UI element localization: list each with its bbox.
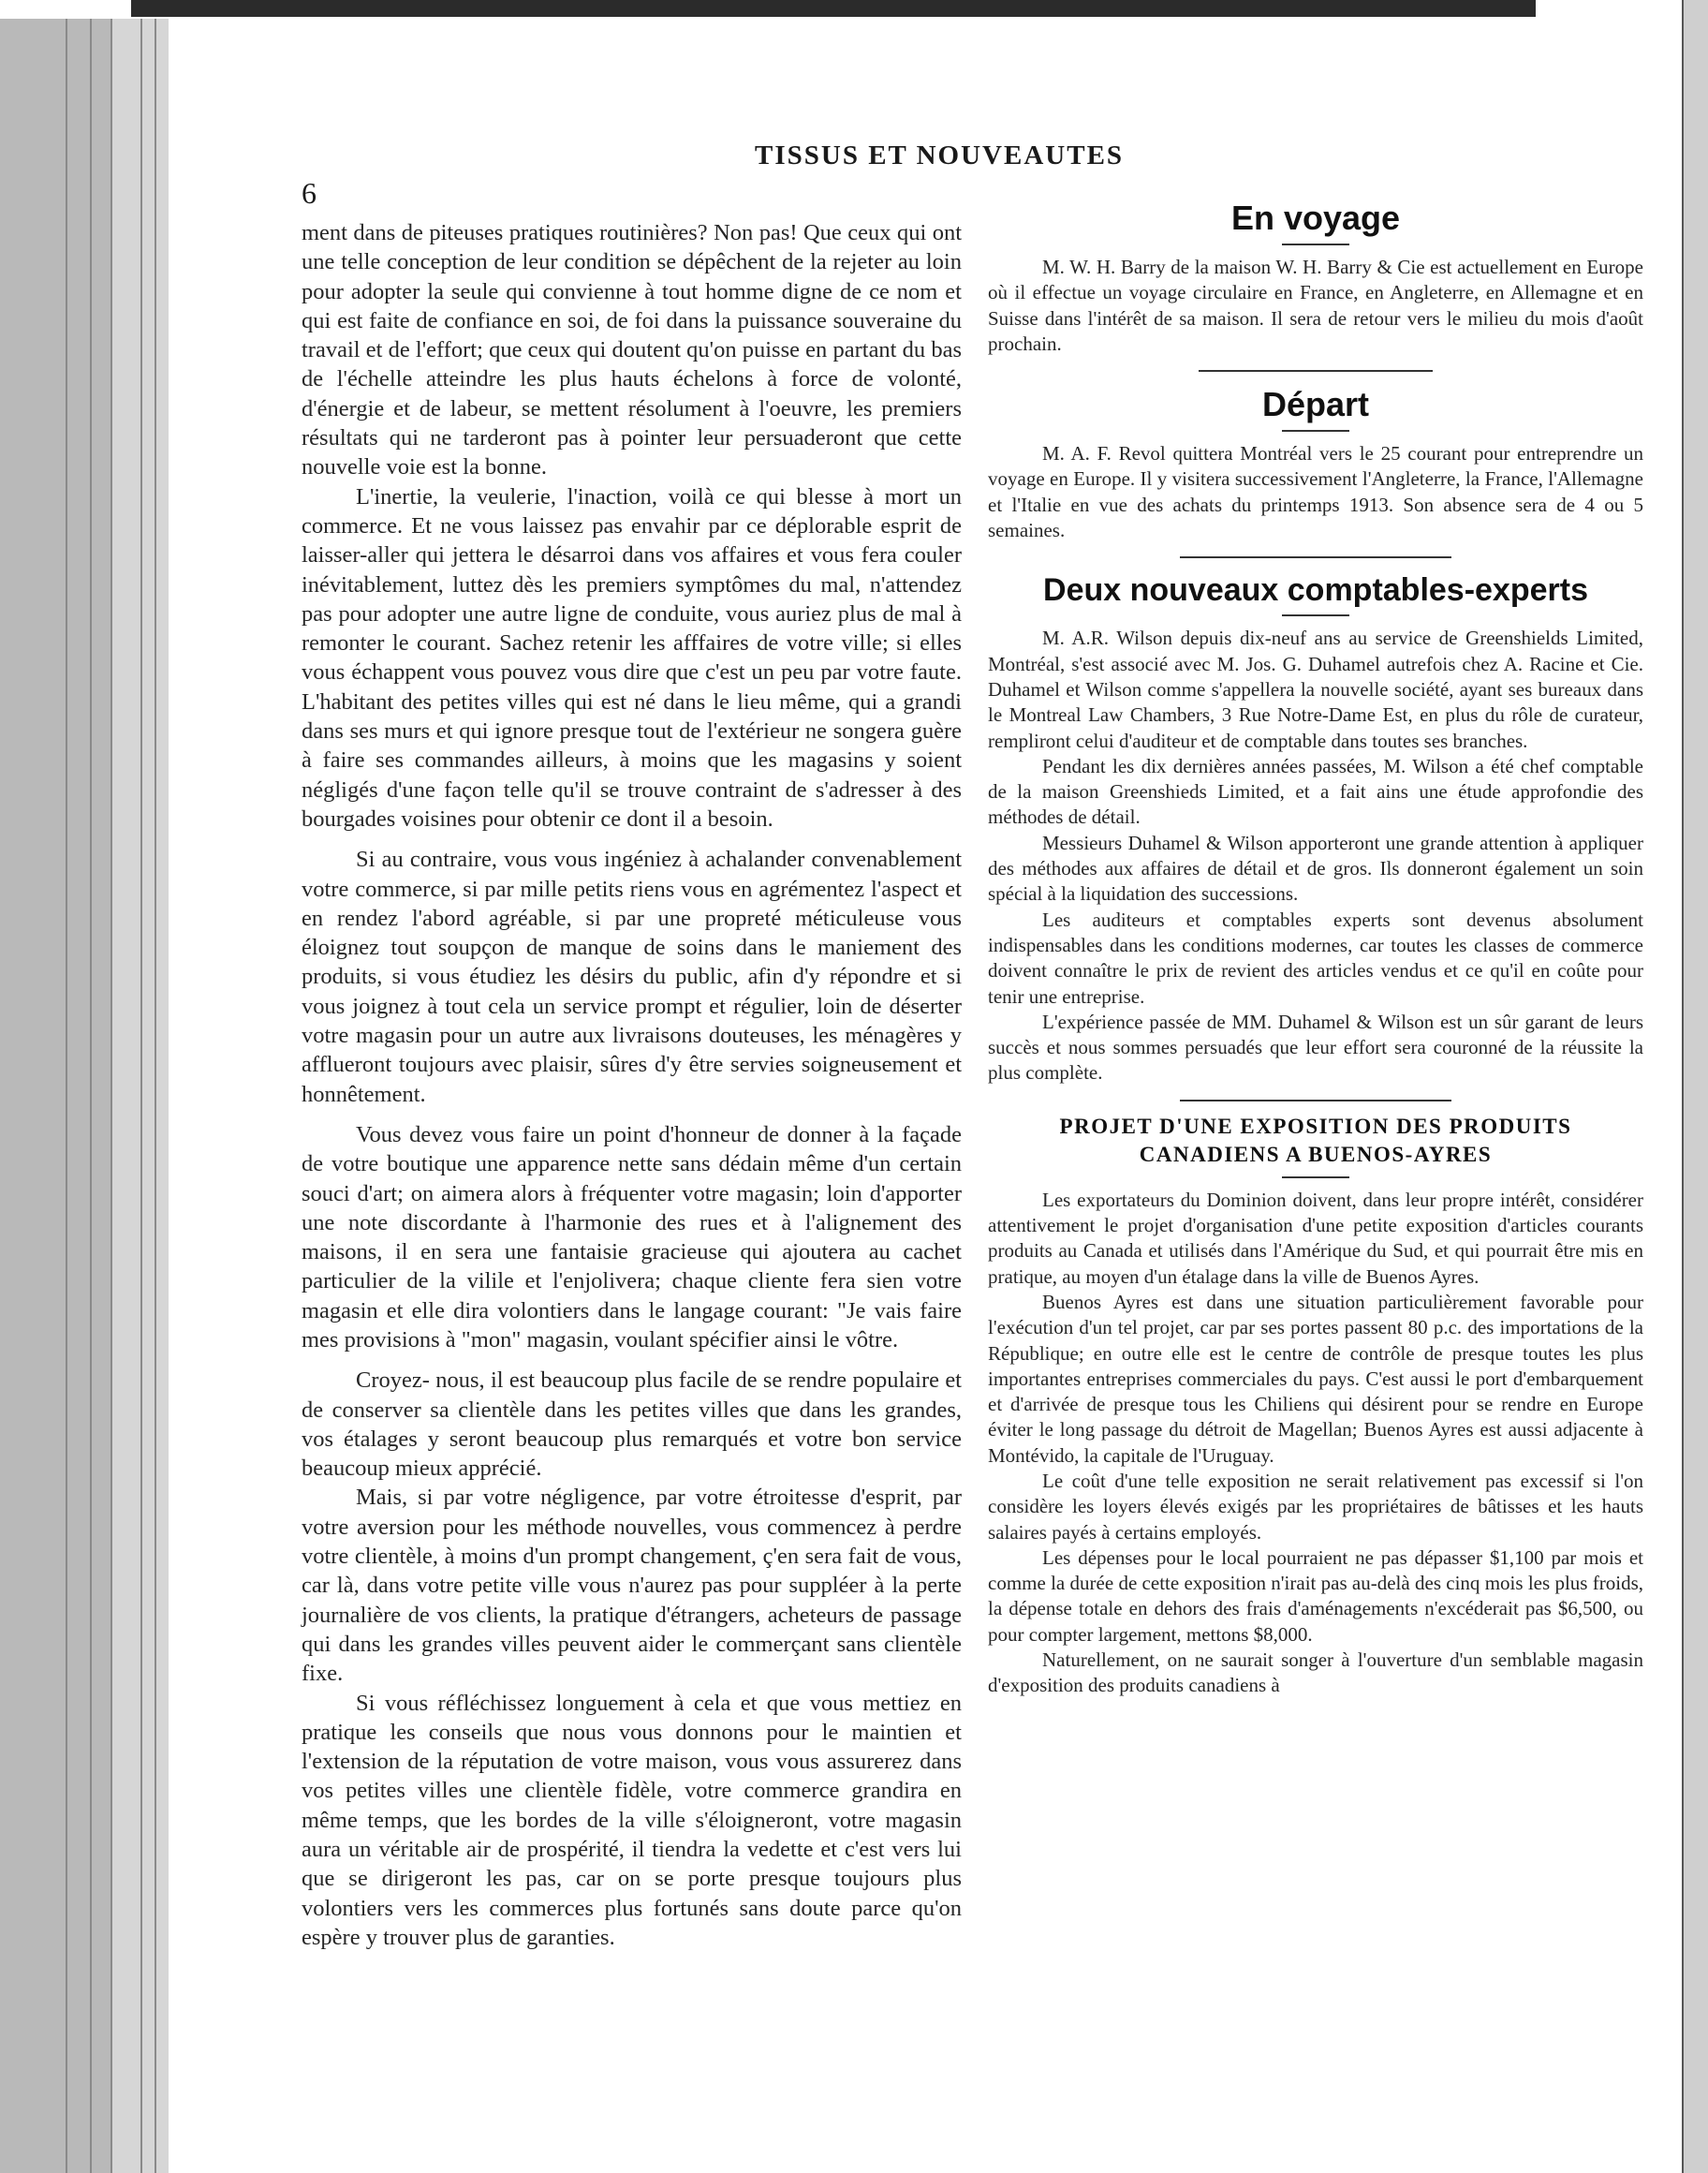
left-paragraph: Si vous réfléchissez longuement à cela et que vous mettiez en pratique les conseils que nous vous donnons pour le maintien et l'extension de la réputation de votre maison, vous vous assurerez dans vos petites villes une clientèle fidèle, votre commerce grandira en même temps, que les bordes de la ville s'éloigneront, votre magasin aura un véritable air de prospérité, il tiendra la vedette et c'est vers lui que se dirigeront les pas, car on se porte presque toujours plus volontiers vers les commerces plus fortunés sans doute parce qu'on espère y trouver plus de garanties. (302, 1690, 962, 1950)
page-edge-line (140, 19, 142, 2173)
section-title-comptables: Deux nouveaux comptables-experts (1043, 572, 1588, 609)
section-depart (988, 383, 1643, 543)
section-voyage (988, 197, 1643, 357)
page-edge-line (90, 19, 92, 2173)
title-rule (1282, 430, 1349, 432)
top-band (0, 0, 1708, 22)
section-title-exposition: PROJET D'UNE EXPOSITION DES PRODUITS CANADIENS A BUENOS-AYRES (1059, 1114, 1572, 1166)
left-paragraph: Croyez- nous, il est beaucoup plus facile de se rendre populaire et de conserver sa clientèle dans les petites villes que dans les grandes, vos étalages y seront beaucoup plus remarqués et votre bon service beaucoup mieux apprécié. (302, 1367, 962, 1482)
section-divider (1199, 370, 1433, 372)
page-edge-line (155, 19, 156, 2173)
running-title: TISSUS ET NOUVEAUTES (755, 140, 1125, 170)
left-paragraph: Mais, si par votre négligence, par votre étroitesse d'esprit, par votre aversion pour les méthode nouvelles, vous commencez à perdre votre clientèle, à moins d'un prompt changement, ç'en sera fait de vous, car là, dans votre petite ville vous n'aurez pas pour suppléer à la perte journalière de vos clients, la pratique d'étrangers, acheteurs de passage qui dans les grandes villes peuvent aider le commerçant sans clientèle fixe. (302, 1485, 962, 1687)
section-divider (1180, 556, 1451, 558)
comptables-paragraph: L'expérience passée de MM. Duhamel & Wilson est un sûr garant de leurs succès et nous sommes persuadés que leur effort sera couronné de la réussite la plus complète. (988, 1010, 1643, 1085)
left-paragraph: L'inertie, la veulerie, l'inaction, voilà ce qui blesse à mort un commerce. Et ne vous laissez pas envahir par ce déplorable esprit de laisser-aller qui jettera le désarroi dans vos affaires et vous fera couler inévitablement, luttez dès les premiers symptômes du mal, n'attendez pas pour adopter une autre ligne de conduite, vous auriez plus de mal à remonter le courant. Sachez retenir les afffaires de votre ville; si elles vous échappent vous pouvez vous dire que c'est un peu par votre faute. L'habitant des petites villes qui est né dans le lieu même, qui a grandi dans ses murs et qui ignore presque tout de l'extérieur ne songera guère à faire ses commandes ailleurs, à moins que les magasins y soient négligés d'une façon telle qu'il se trouve contraint de s'adresser à des bourgades voisines pour obtenir ce dont il a besoin. (302, 483, 962, 832)
exposition-paragraph: Les dépenses pour le local pourraient ne pas dépasser $1,100 par mois et comme la durée de cette exposition n'irait pas au-delà des cinq mois les plus froids, la dépense totale en dehors des frais d'aménagements n'excéderait pas $6,500, ou pour compter largement, mettons $8,000. (988, 1545, 1643, 1646)
right-book-edge (1682, 0, 1708, 2173)
page-number: 6 (302, 176, 317, 210)
comptables-paragraph: Messieurs Duhamel & Wilson apporteront une grande attention à appliquer des méthodes aux affaires de détail et de gros. Ils donneront également un soin spécial à la liquidation des successions. (988, 831, 1643, 906)
left-column (302, 218, 962, 1952)
left-paragraph: ment dans de piteuses pratiques routinières? Non pas! Que ceux qui ont une telle conception de leur condition se dépêchent de la rejeter au loin pour adopter la seule qui convienne à tout homme digne de ce nom et qui est faite de confiance en soi, de foi dans la puissance souveraine du travail et de l'effort; que ceux qui doutent qu'on puisse en partant du bas de l'échelle atteindre les plus hauts échelons à force de volonté, d'énergie et de labeur, se mettent résolument à l'oeuvre, les premiers résultats qui ne tarderont pas à pointer leur persuaderont que cette nouvelle voie est la bonne. (302, 220, 962, 480)
section-divider (1180, 1100, 1451, 1101)
exposition-paragraph: Buenos Ayres est dans une situation particulièrement favorable pour l'exécution d'un tel projet, car par ses portes passent 80 p.c. des importations de la République; en outre elle est le centre de contrôle de presque toutes les plus importantes entreprises commerciales du pays. C'est aussi le port d'embarquement et d'arrivée de presque tous les Chiliens qui désirent pour se rendre en Europe éviter le long passage du détroit de Magellan; Buenos Ayres est aussi adjacente à Montévido, la capitale de l'Uruguay. (988, 1290, 1643, 1467)
title-rule (1282, 614, 1349, 616)
section-comptables (988, 569, 1643, 1086)
title-rule (1282, 244, 1349, 245)
comptables-paragraph: Pendant les dix dernières années passées, M. Wilson a été chef comptable de la maison Greenshieds Limited, et a fait ains une étude approfondie des méthodes de détail. (988, 754, 1643, 829)
page-edge-line (110, 19, 112, 2173)
left-paragraph: Si au contraire, vous vous ingéniez à achalander convenablement votre commerce, si par mille petits riens vous en agrémentez l'aspect et en rendez l'abord agréable, si par une propreté méticuleuse vous éloignez tout soupçon de manque de soins dans le maniement des produits, si vous étudiez les désirs du public, afin d'y répondre et si vous joignez à tout cela un service prompt et régulier, loin de déserter votre magasin pour un autre aux livraisons douteuses, les ménagères y afflueront toujours avec plaisir, sûres d'y être servies soigneusement et honnêtement. (302, 847, 962, 1107)
voyage-text: M. W. H. Barry de la maison W. H. Barry & Cie est actuellement en Europe où il effectue un voyage circulaire en France, en Angleterre, en Allemagne et en Suisse dans l'intérêt de sa maison. Il sera de retour vers le milieu du mois d'août prochain. (988, 256, 1643, 355)
exposition-paragraph: Naturellement, on ne saurait songer à l'ouverture d'un semblable magasin d'exposition des produits canadiens à (988, 1648, 1643, 1697)
section-title-depart: Départ (1261, 385, 1370, 424)
exposition-paragraph: Le coût d'une telle exposition ne serait relativement pas excessif si l'on considère les loyers élevés exigés par les propriétaires de bâtisses et les hauts salaires payés à certains employés. (988, 1469, 1643, 1544)
section-title-voyage: En voyage (1230, 199, 1401, 237)
comptables-paragraph: Les auditeurs et comptables experts sont devenus absolument indispensables dans les conditions modernes, car toutes les classes de commerce doivent connaître le prix de revient des articles vendus et ce qu'il en coûte pour tenir une entreprise. (988, 908, 1643, 1008)
left-paragraph: Vous devez vous faire un point d'honneur de donner à la façade de votre boutique une apparence nette sans dédain même d'un certain souci d'art; on aimera alors à fréquenter votre magasin; loin d'apporter une note discordante à l'harmonie des rues et à l'alignement des maisons, il en sera une fantaisie gracieuse qui ajoutera au cachet particulier de la vilile et l'enjolivera; chaque cliente fera sien votre magasin et elle dira volontiers dans le langage courant: "Je vais faire mes provisions à "mon" magasin, voulant spécifier ainsi le vôtre. (302, 1121, 962, 1353)
comptables-paragraph: M. A.R. Wilson depuis dix-neuf ans au service de Greenshields Limited, Montréal, s'est associé avec M. Jos. G. Duhamel autrefois chez A. Racine et Cie. Duhamel et Wilson comme s'appellera la nouvelle société, ayant ses bureaux dans le Montreal Law Chambers, 3 Rue Notre-Dame Est, en plus du rôle de curateur, rempliront celui d'auditeur et de comptable dans toutes ses branches. (988, 627, 1643, 752)
depart-text: M. A. F. Revol quittera Montréal vers le 25 courant pour entreprendre un voyage en Europe. Il y visitera successivement l'Angleterre, la France, l'Allemagne et l'Italie en vue des achats du printemps 1913. Son absence sera de 4 ou 5 semaines. (988, 442, 1643, 542)
exposition-paragraph: Les exportateurs du Dominion doivent, dans leur propre intérêt, considérer attentivement le projet d'organisation d'une petite exposition d'articles courants produits au Canada et utilisés dans l'Amérique du Sud, et qui pourrait être mis en pratique, au moyen d'un étalage dans la ville de Buenos Ayres. (988, 1188, 1643, 1288)
title-rule (1282, 1176, 1349, 1178)
section-exposition (988, 1113, 1643, 1699)
right-column (988, 197, 1643, 1699)
page-edge-line (66, 19, 67, 2173)
book-top-shadow (131, 0, 1536, 17)
